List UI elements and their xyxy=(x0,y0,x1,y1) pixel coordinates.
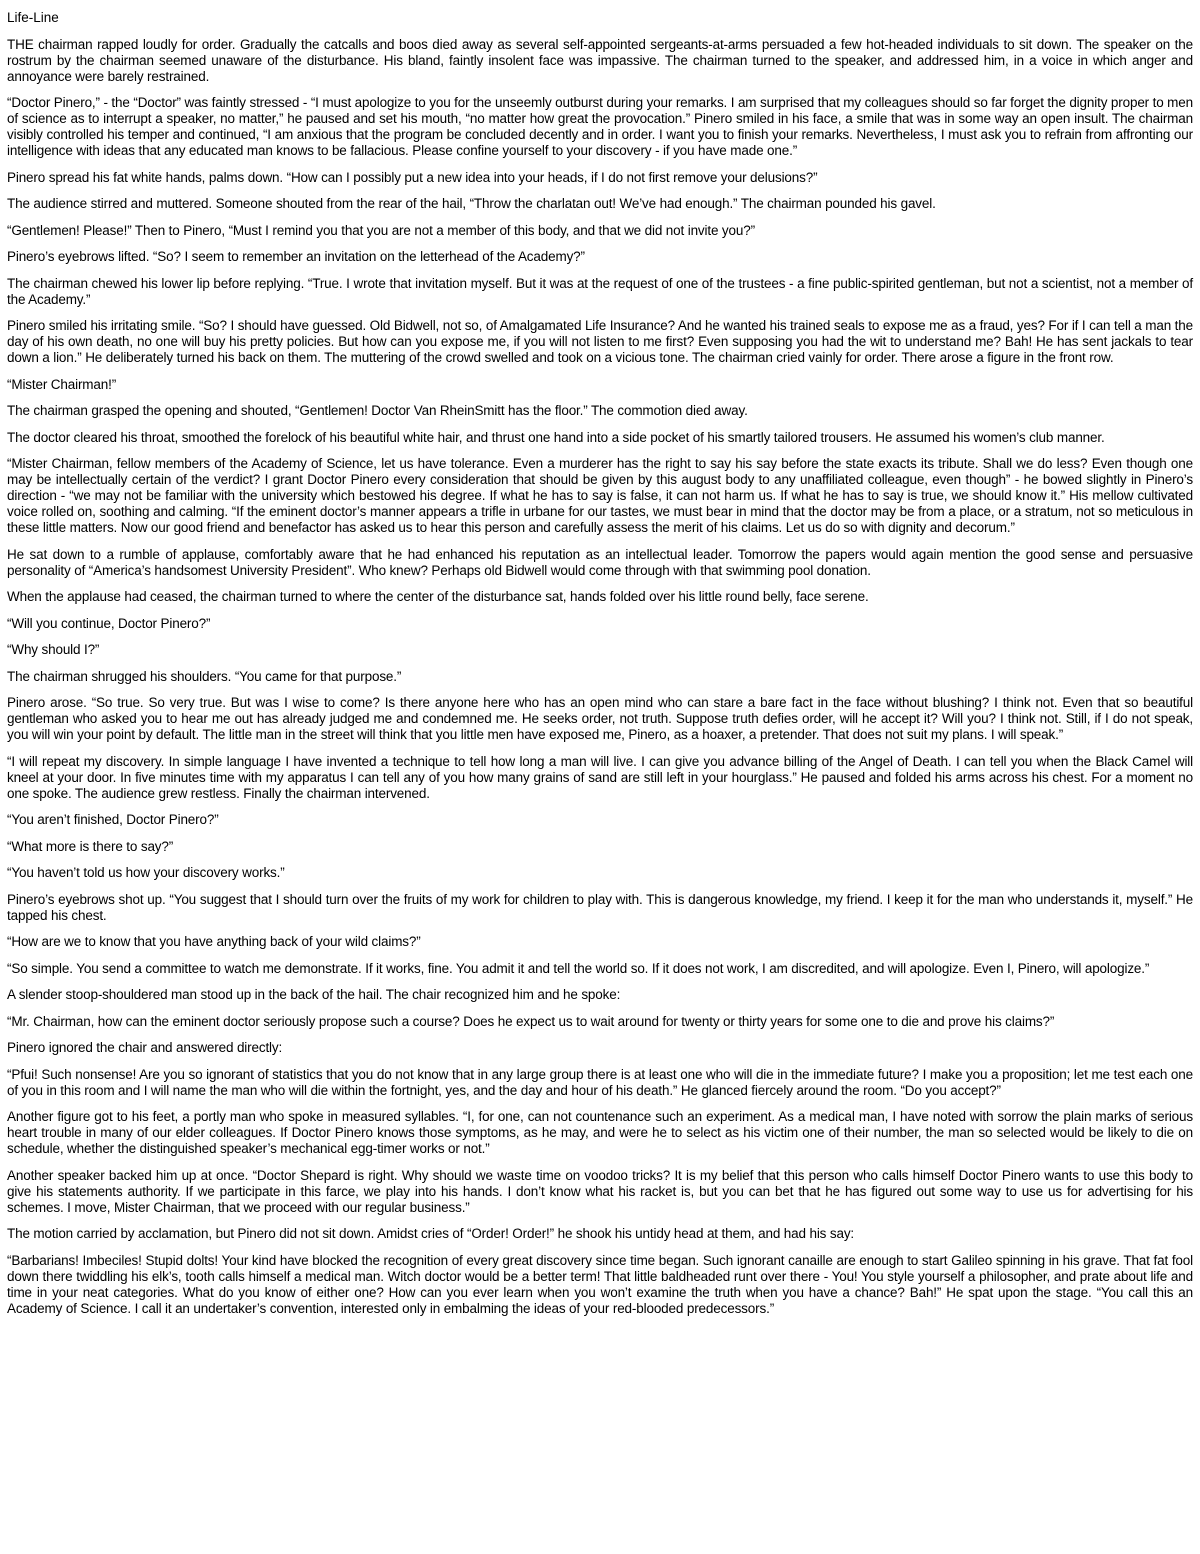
paragraph: Pinero arose. “So true. So very true. But was I wise to come? Is there anyone here who has an open mind who can stare a bare fact in the face without blushing? I think not. Even that so beautiful gentleman who asked you to hear me out has already judged me and condemned me. He seeks order, not truth. Suppose truth defies order, will he accept it? Will you? I think not. Still, if I do not speak, you will win your point by default. The little man in the street will think that you little men have exposed me, Pinero, as a hoaxer, a pretender. That does not suit my plans. I will speak.” xyxy=(7,695,1193,742)
paragraph: “You haven’t told us how your discovery works.” xyxy=(7,865,285,880)
paragraph: Another figure got to his feet, a portly man who spoke in measured syllables. “I, for one, can not countenance such an experiment. As a medical man, I have noted with sorrow the plain marks of serious heart trouble in many of our elder colleagues. If Doctor Pinero knows those symptoms, as he may, and were he to select as his victim one of their number, the man so selected would be likely to die on schedule, whether the distinguished speaker’s mechanical egg-timer works or not.” xyxy=(7,1109,1193,1156)
paragraph: A slender stoop-shouldered man stood up in the back of the hail. The chair recognized him and he spoke: xyxy=(7,987,621,1002)
paragraph: “You aren’t finished, Doctor Pinero?” xyxy=(7,812,219,827)
paragraph: “I will repeat my discovery. In simple language I have invented a technique to tell how long a man will live. I can give you advance billing of the Angel of Death. I can tell you when the Black Camel will kneel at your door. In five minutes time with my apparatus I can tell any of you how many grains of sand are still left in your hourglass.” He paused and folded his arms across his chest. For a moment no one spoke. The audience grew restless. Finally the chairman intervened. xyxy=(7,753,1193,801)
paragraph: THE chairman rapped loudly for order. Gradually the catcalls and boos died away as several self-appointed sergeants-at-arms persuaded a few hot-headed individuals to sit down. The speaker on the rostrum by the chairman seemed unaware of the disturbance. His bland, faintly insolent face was impassive. The chairman turned to the speaker, and addressed him, in a voice in which anger and annoyance were barely restrained. xyxy=(7,36,1193,84)
paragraph: The motion carried by acclamation, but Pinero did not sit down. Amidst cries of “Order! Order!” he shook his untidy head at them, and had his say: xyxy=(7,1226,855,1241)
paragraph: The audience stirred and muttered. Someone shouted from the rear of the hail, “Throw the charlatan out! We’ve had enough.” The chairman pounded his gavel. xyxy=(7,196,936,211)
paragraph: Pinero’s eyebrows shot up. “You suggest that I should turn over the fruits of my work for children to play with. This is dangerous knowledge, my friend. I keep it for the man who understands it, myself.” He tapped his chest. xyxy=(7,891,1193,923)
paragraph: “Gentlemen! Please!” Then to Pinero, “Must I remind you that you are not a member of this body, and that we did not invite you?” xyxy=(7,222,755,238)
paragraph: He sat down to a rumble of applause, comfortably aware that he had enhanced his reputation as an intellectual leader. Tomorrow the papers would again mention the good sense and persuasive personality of “America’s handsomest University President”. Who knew? Perhaps old Bidwell would come through with that swimming pool donation. xyxy=(7,546,1193,578)
paragraph: “What more is there to say?” xyxy=(7,838,174,854)
paragraph: “Doctor Pinero,” - the “Doctor” was faintly stressed - “I must apologize to you for the unseemly outburst during your remarks. I am surprised that my colleagues should so far forget the dignity proper to men of science as to interrupt a speaker, no matter,” he paused and set his mouth, “no matter how great the provocation.” Pinero smiled in his face, a smile that was in some way an open insult. The chairman visibly controlled his temper and continued, “I am anxious that the program be concluded decently and in order. I want you to finish your remarks. Nevertheless, I must ask you to refrain from affronting our intelligence with ideas that any educated man knows to be fallacious. Please confine yourself to your discovery - if you have made one.” xyxy=(7,95,1193,158)
document-title: Life-Line xyxy=(7,10,59,25)
paragraph: “So simple. You send a committee to watch me demonstrate. If it works, fine. You admit it and tell the world so. If it does not work, I am discredited, and will apologize. Even I, Pinero, will apologize.” xyxy=(7,960,1150,976)
paragraph: “Barbarians! Imbeciles! Stupid dolts! Your kind have blocked the recognition of every great discovery since time began. Such ignorant canaille are enough to start Galileo spinning in his grave. That fat fool down there twiddling his elk’s, tooth calls himself a medical man. Witch doctor would be a better term! That little baldheaded runt over there - You! You style yourself a philosopher, and prate about life and time in your neat categories. What do you know of either one? How can you ever learn when you won’t examine the truth when you have a chance? Bah!” He spat upon the stage. “You call this an Academy of Science. I call it an undertaker’s convention, interested only in embalming the ideas of your red-blooded predecessors.” xyxy=(7,1252,1193,1316)
paragraph: When the applause had ceased, the chairman turned to where the center of the disturbance sat, hands folded over his little round belly, face serene. xyxy=(7,589,869,604)
paragraph: The chairman grasped the opening and shouted, “Gentlemen! Doctor Van RheinSmitt has the floor.” The commotion died away. xyxy=(7,403,748,418)
paragraph: “Pfui! Such nonsense! Are you so ignorant of statistics that you do not know that in any large group there is at least one who will die in the immediate future? I make you a proposition; let me test each one of you in this room and I will name the man who will die within the fortnight, yes, and the day and hour of his death.” He glanced fiercely around the room. “Do you accept?” xyxy=(7,1066,1193,1098)
paragraph: The chairman shrugged his shoulders. “You came for that purpose.” xyxy=(7,668,402,684)
paragraph: Pinero smiled his irritating smile. “So? I should have guessed. Old Bidwell, not so, of Amalgamated Life Insurance? And he wanted his trained seals to expose me as a fraud, yes? For if I can tell a man the day of his own death, no one will buy his pretty policies. But how can you expose me, if you will not listen to me first? Even supposing you had the wit to understand me? Bah! He has sent jackals to tear down a lion.” He deliberately turned his back on them. The muttering of the crowd swelled and took on a vicious tone. The chairman cried vainly for order. There arose a figure in the front row. xyxy=(7,318,1193,365)
paragraph: “Why should I?” xyxy=(7,642,100,657)
paragraph: “Mister Chairman, fellow members of the Academy of Science, let us have tolerance. Even a murderer has the right to say his say before the state exacts its tribute. Shall we do less? Even though one may be intellectually certain of the verdict? I grant Doctor Pinero every consideration that should be given by this august body to any unaffiliated colleague, even though” - he bowed slightly in Pinero’s direction - “we may not be familiar with the university which bestowed his degree. If what he has to say is false, it can not harm us. If what he has to say is true, we should know it.” His mellow cultivated voice rolled on, soothing and calming. “If the eminent doctor’s manner appears a trifle in urbane for our tastes, we must bear in mind that the doctor may be from a place, or a stratum, not so meticulous in these little matters. Now our good friend and benefactor has asked us to hear this person and carefully assess the merit of his claims. Let us do so with dignity and decorum.” xyxy=(7,456,1193,535)
paragraph: The chairman chewed his lower lip before replying. “True. I wrote that invitation myself. But it was at the request of one of the trustees - a fine public-spirited gentleman, but not a scientist, not a member of the Academy.” xyxy=(7,275,1193,307)
paragraph: “Mr. Chairman, how can the eminent doctor seriously propose such a course? Does he expect us to wait around for twenty or thirty years for some one to die and prove his claims?” xyxy=(7,1013,1055,1029)
paragraph: Pinero ignored the chair and answered directly: xyxy=(7,1040,283,1055)
paragraph: Pinero spread his fat white hands, palms down. “How can I possibly put a new idea into your heads, if I do not first remove your delusions?” xyxy=(7,169,818,185)
paragraph: Another speaker backed him up at once. “Doctor Shepard is right. Why should we waste time on voodoo tricks? It is my belief that this person who calls himself Doctor Pinero wants to use this body to give his statements authority. If we participate in this farce, we play into his hands. I don’t know what his racket is, but you can bet that he has figured out some way to use us for advertising for his schemes. I move, Mister Chairman, that we proceed with our regular business.” xyxy=(7,1167,1193,1215)
document-body xyxy=(7,37,1193,1317)
paragraph: The doctor cleared his throat, smoothed the forelock of his beautiful white hair, and thrust one hand into a side pocket of his smartly tailored trousers. He assumed his women’s club manner. xyxy=(7,429,1105,445)
paragraph: “Will you continue, Doctor Pinero?” xyxy=(7,615,211,631)
paragraph: Pinero’s eyebrows lifted. “So? I seem to remember an invitation on the letterhead of the Academy?” xyxy=(7,249,585,264)
paragraph: “Mister Chairman!” xyxy=(7,376,117,392)
paragraph: “How are we to know that you have anything back of your wild claims?” xyxy=(7,934,421,949)
